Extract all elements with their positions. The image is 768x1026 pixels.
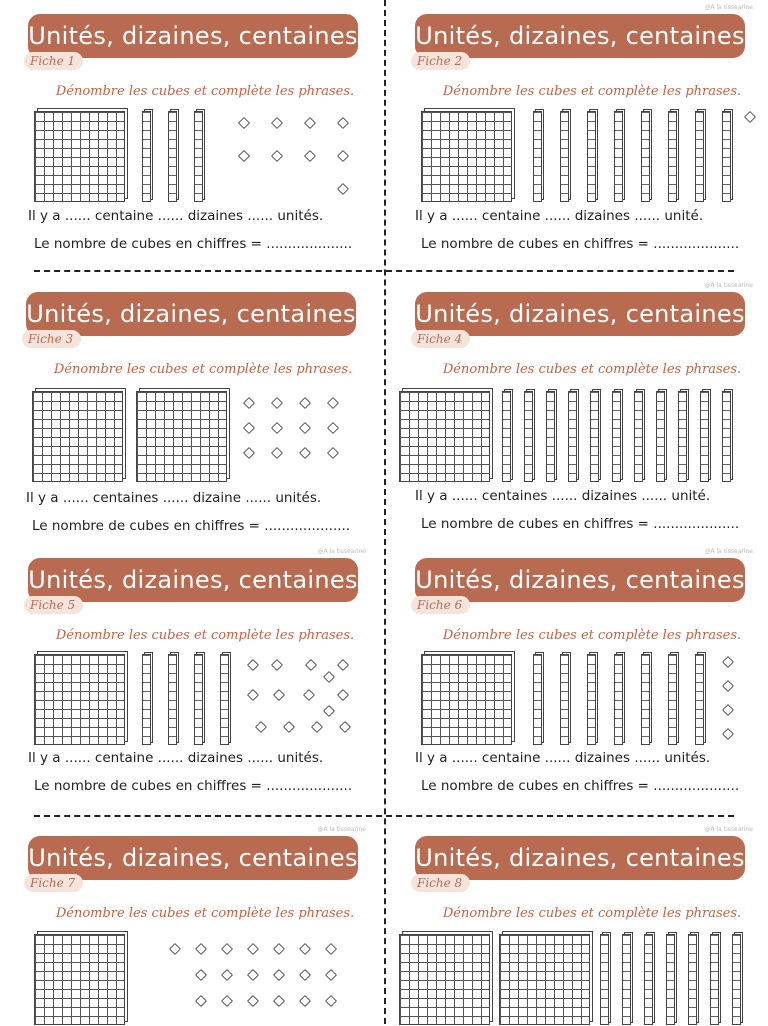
unit-cube xyxy=(271,447,283,459)
hundred-block xyxy=(136,391,227,482)
ten-rod xyxy=(590,391,599,482)
watermark: @A la tissearine xyxy=(704,548,753,555)
unit-cube xyxy=(221,943,233,955)
ten-rod xyxy=(587,654,596,745)
unit-cube xyxy=(303,689,315,701)
unit-cube xyxy=(325,995,337,1007)
hundred-block xyxy=(499,934,590,1025)
ten-rod xyxy=(220,654,229,745)
fiche-label: Fiche 4 xyxy=(411,330,470,348)
unit-cube xyxy=(299,397,311,409)
card-title: Unités, dizaines, centaines xyxy=(28,836,358,880)
unit-cube xyxy=(722,656,734,668)
unit-cube xyxy=(323,671,335,683)
unit-cube xyxy=(195,995,207,1007)
unit-cube xyxy=(339,721,351,733)
unit-cube xyxy=(283,721,295,733)
cube-illustration xyxy=(421,108,761,204)
card-title: Unités, dizaines, centaines xyxy=(28,558,358,602)
unit-cube xyxy=(169,943,181,955)
unit-cube xyxy=(221,969,233,981)
unit-cube xyxy=(255,721,267,733)
unit-cube xyxy=(195,969,207,981)
ten-rod xyxy=(168,111,177,202)
ten-rod xyxy=(668,654,677,745)
instruction: Dénombre les cubes et complète les phrases. xyxy=(53,362,353,377)
hundred-block xyxy=(34,111,125,202)
unit-cube xyxy=(327,397,339,409)
fiche-label: Fiche 2 xyxy=(411,52,470,70)
card-title: Unités, dizaines, centaines xyxy=(415,292,745,336)
watermark: @A la tissearine xyxy=(704,4,753,11)
unit-cube xyxy=(271,397,283,409)
ten-rod xyxy=(722,111,731,202)
unit-cube xyxy=(722,704,734,716)
unit-cube xyxy=(243,397,255,409)
watermark: @A la tissearine xyxy=(704,282,753,289)
ten-rod xyxy=(194,654,203,745)
unit-cube xyxy=(273,943,285,955)
unit-cube xyxy=(327,422,339,434)
hundred-block xyxy=(32,391,123,482)
instruction: Dénombre les cubes et complète les phrases. xyxy=(55,628,355,643)
watermark: @A la tissearine xyxy=(704,826,753,833)
fiche-label: Fiche 1 xyxy=(24,52,83,70)
cube-illustration xyxy=(399,930,739,1026)
ten-rod xyxy=(560,654,569,745)
ten-rod xyxy=(533,654,542,745)
hundred-block xyxy=(421,654,512,745)
sentence-count: Il y a ...... centaine ...... dizaines ...... unités. xyxy=(28,750,324,766)
sentence-count: Il y a ...... centaine ...... dizaines ...... unités. xyxy=(28,208,324,224)
unit-cube xyxy=(337,659,349,671)
fiche-label: Fiche 3 xyxy=(22,330,81,348)
unit-cube xyxy=(271,117,283,129)
sentence-count: Il y a ...... centaine ...... dizaines ...... unités. xyxy=(415,750,711,766)
unit-cube xyxy=(221,995,233,1007)
ten-rod xyxy=(634,391,643,482)
horizontal-cut-line xyxy=(34,270,734,272)
sentence-count: Il y a ...... centaines ...... dizaine ...... unités. xyxy=(26,490,322,506)
instruction: Dénombre les cubes et complète les phrases. xyxy=(442,84,742,99)
sentence-number: Le nombre de cubes en chiffres = .................... xyxy=(421,778,740,794)
ten-rod xyxy=(587,111,596,202)
hundred-block xyxy=(399,391,490,482)
sentence-number: Le nombre de cubes en chiffres = .................... xyxy=(34,236,353,252)
ten-rod xyxy=(644,934,653,1025)
unit-cube xyxy=(238,117,250,129)
unit-cube xyxy=(273,995,285,1007)
unit-cube xyxy=(327,447,339,459)
ten-rod xyxy=(612,391,621,482)
ten-rod xyxy=(502,391,511,482)
unit-cube xyxy=(337,689,349,701)
ten-rod xyxy=(546,391,555,482)
sentence-number: Le nombre de cubes en chiffres = .................... xyxy=(421,516,740,532)
unit-cube xyxy=(337,150,349,162)
fiche-label: Fiche 8 xyxy=(411,874,470,892)
unit-cube xyxy=(273,689,285,701)
vertical-cut-line xyxy=(384,0,386,1024)
unit-cube xyxy=(271,150,283,162)
unit-cube xyxy=(247,689,259,701)
unit-cube xyxy=(243,422,255,434)
ten-rod xyxy=(560,111,569,202)
unit-cube xyxy=(247,969,259,981)
cube-illustration xyxy=(32,386,372,482)
ten-rod xyxy=(568,391,577,482)
ten-rod xyxy=(722,391,731,482)
ten-rod xyxy=(524,391,533,482)
watermark: @A la tissearine xyxy=(317,548,366,555)
ten-rod xyxy=(142,654,151,745)
unit-cube xyxy=(299,943,311,955)
ten-rod xyxy=(641,654,650,745)
horizontal-cut-line xyxy=(34,815,734,817)
unit-cube xyxy=(325,969,337,981)
ten-rod xyxy=(194,111,203,202)
unit-cube xyxy=(304,117,316,129)
ten-rod xyxy=(666,934,675,1025)
fiche-label: Fiche 5 xyxy=(24,596,83,614)
unit-cube xyxy=(243,447,255,459)
sentence-number: Le nombre de cubes en chiffres = .................... xyxy=(32,518,351,534)
ten-rod xyxy=(600,934,609,1025)
unit-cube xyxy=(247,659,259,671)
ten-rod xyxy=(142,111,151,202)
ten-rod xyxy=(641,111,650,202)
unit-cube xyxy=(299,447,311,459)
card-title: Unités, dizaines, centaines xyxy=(26,292,356,336)
unit-cube xyxy=(323,705,335,717)
unit-cube xyxy=(325,943,337,955)
unit-cube xyxy=(722,728,734,740)
unit-cube xyxy=(744,111,756,123)
card-title: Unités, dizaines, centaines xyxy=(415,558,745,602)
unit-cube xyxy=(299,969,311,981)
hundred-block xyxy=(399,934,490,1025)
instruction: Dénombre les cubes et complète les phrases. xyxy=(442,362,742,377)
ten-rod xyxy=(168,654,177,745)
unit-cube xyxy=(299,422,311,434)
cube-illustration xyxy=(34,652,374,748)
unit-cube xyxy=(195,943,207,955)
hundred-block xyxy=(34,654,125,745)
ten-rod xyxy=(668,111,677,202)
unit-cube xyxy=(311,721,323,733)
unit-cube xyxy=(247,943,259,955)
unit-cube xyxy=(238,150,250,162)
instruction: Dénombre les cubes et complète les phrases. xyxy=(55,84,355,99)
unit-cube xyxy=(299,995,311,1007)
ten-rod xyxy=(732,934,741,1025)
instruction: Dénombre les cubes et complète les phrases. xyxy=(442,906,742,921)
card-title: Unités, dizaines, centaines xyxy=(415,14,745,58)
ten-rod xyxy=(688,934,697,1025)
unit-cube xyxy=(337,117,349,129)
cube-illustration xyxy=(399,386,739,482)
unit-cube xyxy=(273,969,285,981)
sentence-number: Le nombre de cubes en chiffres = .................... xyxy=(421,236,740,252)
ten-rod xyxy=(533,111,542,202)
ten-rod xyxy=(622,934,631,1025)
ten-rod xyxy=(614,111,623,202)
watermark: @A la tissearine xyxy=(317,826,366,833)
ten-rod xyxy=(700,391,709,482)
cube-illustration xyxy=(34,930,374,1026)
card-title: Unités, dizaines, centaines xyxy=(415,836,745,880)
ten-rod xyxy=(710,934,719,1025)
ten-rod xyxy=(695,111,704,202)
unit-cube xyxy=(271,422,283,434)
sentence-count: Il y a ...... centaines ...... dizaines ...... unité. xyxy=(415,488,711,504)
instruction: Dénombre les cubes et complète les phrases. xyxy=(55,906,355,921)
sentence-count: Il y a ...... centaine ...... dizaines ...... unité. xyxy=(415,208,704,224)
unit-cube xyxy=(722,680,734,692)
ten-rod xyxy=(656,391,665,482)
fiche-label: Fiche 7 xyxy=(24,874,83,892)
fiche-label: Fiche 6 xyxy=(411,596,470,614)
ten-rod xyxy=(614,654,623,745)
hundred-block xyxy=(34,934,125,1025)
cube-illustration xyxy=(421,652,761,748)
cube-illustration xyxy=(34,108,374,204)
instruction: Dénombre les cubes et complète les phrases. xyxy=(442,628,742,643)
unit-cube xyxy=(337,183,349,195)
unit-cube xyxy=(271,659,283,671)
unit-cube xyxy=(247,995,259,1007)
hundred-block xyxy=(421,111,512,202)
ten-rod xyxy=(678,391,687,482)
sentence-number: Le nombre de cubes en chiffres = .................... xyxy=(34,778,353,794)
unit-cube xyxy=(304,150,316,162)
card-title: Unités, dizaines, centaines xyxy=(28,14,358,58)
unit-cube xyxy=(305,659,317,671)
ten-rod xyxy=(695,654,704,745)
